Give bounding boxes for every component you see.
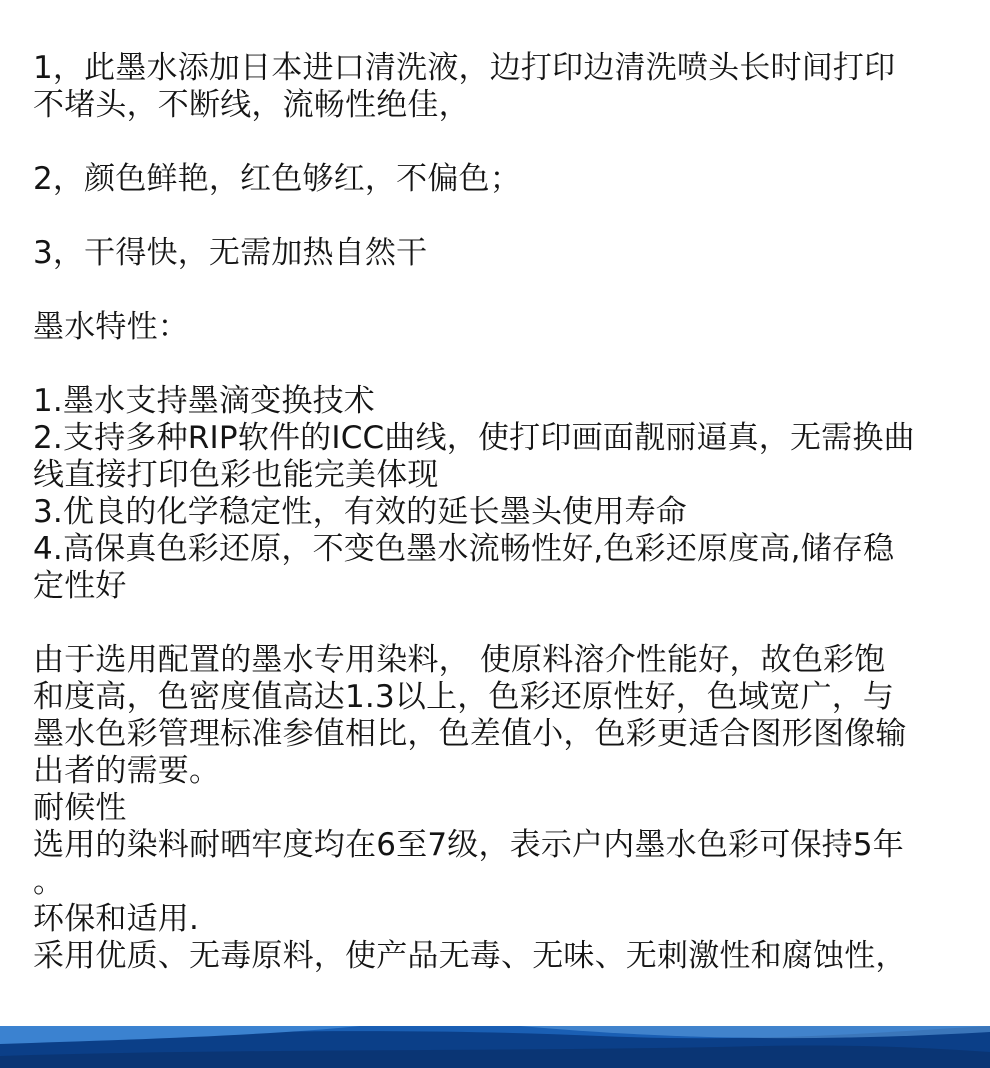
- paragraph-line: 。: [33, 864, 65, 900]
- paragraph-line: 由于选用配置的墨水专用染料， 使原料溶介性能好，故色彩饱: [33, 642, 886, 678]
- paragraph-line: 出者的需要。: [33, 753, 221, 789]
- paragraph-line: 墨水色彩管理标准参值相比，色差值小，色彩更适合图形图像输: [33, 716, 907, 752]
- blank-line: [33, 346, 978, 383]
- paragraph-line: 采用优质、无毒原料，使产品无毒、无味、无刺激性和腐蚀性，: [33, 938, 907, 974]
- section-heading: 环保和适用.: [33, 901, 200, 937]
- list-item: 2.支持多种RIP软件的ICC曲线，使打印画面靓丽逼真，无需换曲: [33, 420, 915, 456]
- list-item: 3.优良的化学稳定性，有效的延长墨头使用寿命: [33, 494, 687, 530]
- list-item: 4.高保真色彩还原，不变色墨水流畅性好,色彩还原度高,储存稳: [33, 531, 895, 567]
- paragraph-line: 1，此墨水添加日本进口清洗液，边打印边清洗喷头长时间打印: [33, 50, 896, 86]
- blank-line: [33, 198, 978, 235]
- footer-banner: [0, 1026, 990, 1068]
- list-item-continuation: 线直接打印色彩也能完美体现: [33, 457, 439, 493]
- list-item-continuation: 定性好: [33, 568, 127, 604]
- paragraph-line: 和度高，色密度值高达1.3以上，色彩还原性好，色域宽广，与: [33, 679, 895, 715]
- section-heading: 墨水特性：: [33, 309, 189, 345]
- blank-line: [33, 272, 978, 309]
- blank-line: [33, 124, 978, 161]
- section-heading: 耐候性: [33, 790, 127, 826]
- list-item: 1.墨水支持墨滴变换技术: [33, 383, 375, 419]
- document-body: [33, 50, 978, 975]
- paragraph-line: 3，干得快，无需加热自然干: [33, 235, 428, 271]
- banner-wave-graphic: [0, 1026, 990, 1068]
- paragraph-line: 不堵头，不断线，流畅性绝佳，: [33, 87, 470, 123]
- paragraph-line: 选用的染料耐晒牢度均在6至7级，表示户内墨水色彩可保持5年: [33, 827, 904, 863]
- paragraph-line: 2，颜色鲜艳，红色够红，不偏色；: [33, 161, 521, 197]
- blank-line: [33, 605, 978, 642]
